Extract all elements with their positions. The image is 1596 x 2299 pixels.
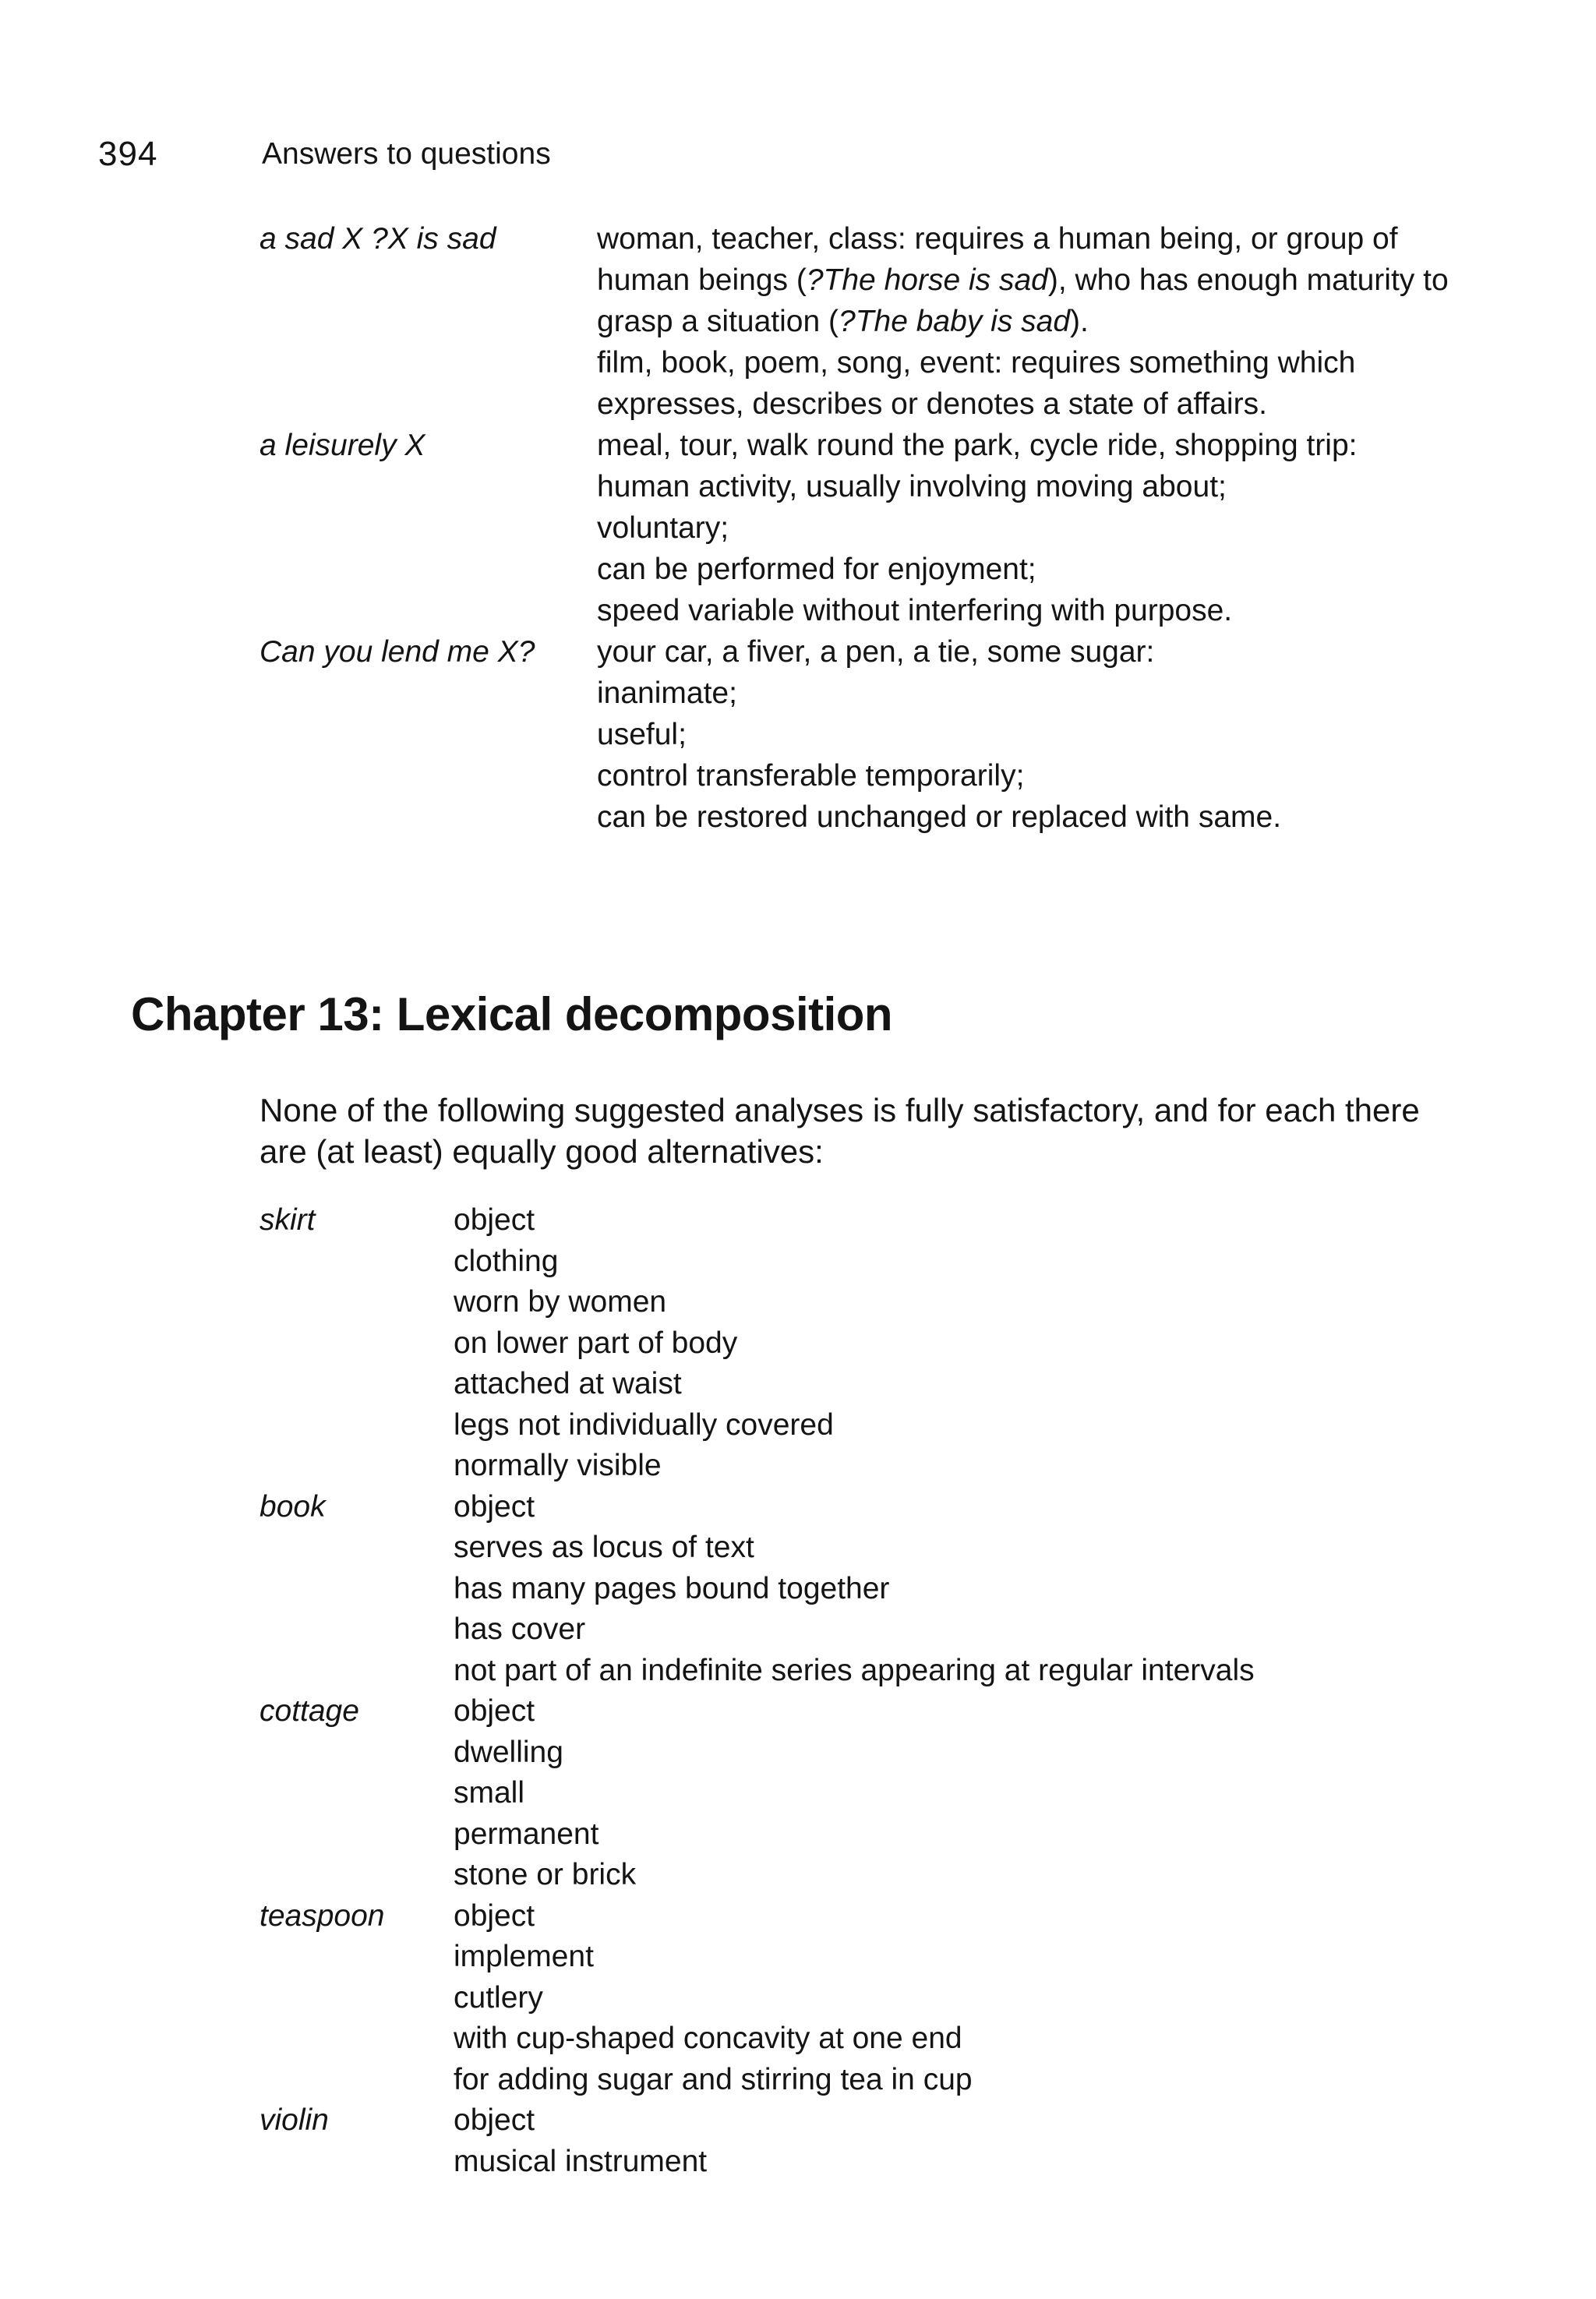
answer-line: film, book, poem, song, event: requires something which: [597, 346, 1356, 380]
answer-line: inanimate;: [597, 676, 737, 710]
lexeme-term: skirt: [260, 1203, 316, 1237]
intro-line: None of the following suggested analyses is fully satisfactory, and for each there: [260, 1092, 1420, 1128]
page-number: 394: [98, 135, 158, 173]
semantic-feature: clothing: [454, 1244, 559, 1278]
semantic-feature: small: [454, 1776, 525, 1810]
answer-line: voluntary;: [597, 511, 729, 545]
semantic-feature: dwelling: [454, 1735, 563, 1769]
semantic-feature: with cup-shaped concavity at one end: [454, 2022, 962, 2055]
example-sentence: ?The horse is sad: [806, 263, 1048, 297]
semantic-feature: not part of an indefinite series appearing at regular intervals: [454, 1653, 1255, 1687]
answer-term: Can you lend me X?: [260, 635, 535, 669]
running-title: Answers to questions: [262, 137, 551, 171]
semantic-feature: attached at waist: [454, 1367, 682, 1400]
answer-line: speed variable without interfering with purpose.: [597, 594, 1233, 627]
chapter-heading: Chapter 13: Lexical decomposition: [131, 988, 893, 1040]
semantic-feature: musical instrument: [454, 2144, 708, 2178]
semantic-feature: serves as locus of text: [454, 1531, 754, 1564]
lexeme-term: violin: [260, 2103, 329, 2137]
lexeme-term: cottage: [260, 1694, 359, 1728]
chapter-intro: [260, 1089, 1538, 1172]
semantic-feature: has many pages bound together: [454, 1571, 890, 1605]
semantic-feature: object: [454, 2103, 535, 2137]
semantic-feature: object: [454, 1694, 535, 1728]
answer-line: can be restored unchanged or replaced with same.: [597, 800, 1282, 834]
answer-line: expresses, describes or denotes a state of affairs.: [597, 387, 1267, 421]
intro-line: are (at least) equally good alternatives:: [260, 1133, 824, 1170]
semantic-feature: worn by women: [454, 1285, 667, 1319]
answer-line: human beings (?The horse is sad), who has enough maturity to: [597, 263, 1449, 297]
answer-line: can be performed for enjoyment;: [597, 553, 1036, 586]
answer-line: human activity, usually involving moving about;: [597, 470, 1227, 503]
answer-line: useful;: [597, 718, 687, 751]
semantic-feature: stone or brick: [454, 1858, 637, 1891]
example-sentence: ?The baby is sad: [839, 305, 1071, 338]
semantic-feature: permanent: [454, 1817, 599, 1851]
semantic-feature: object: [454, 1489, 535, 1524]
answer-line: meal, tour, walk round the park, cycle ride, shopping trip:: [597, 429, 1358, 462]
semantic-feature: cutlery: [454, 1980, 543, 2015]
answer-line: grasp a situation (?The baby is sad).: [597, 305, 1089, 338]
semantic-feature: normally visible: [454, 1449, 662, 1482]
lexeme-term: book: [260, 1489, 326, 1524]
semantic-feature: for adding sugar and stirring tea in cup: [454, 2062, 973, 2096]
answer-line: control transferable temporarily;: [597, 759, 1025, 793]
answer-line: woman, teacher, class: requires a human being, or group of: [597, 222, 1398, 256]
semantic-feature: object: [454, 1898, 535, 1933]
lexeme-term: teaspoon: [260, 1898, 385, 1933]
semantic-feature: on lower part of body: [454, 1326, 738, 1360]
answer-line: your car, a fiver, a pen, a tie, some sugar:: [597, 635, 1155, 669]
semantic-feature: has cover: [454, 1612, 586, 1646]
semantic-feature: object: [454, 1203, 535, 1237]
semantic-feature: legs not individually covered: [454, 1407, 834, 1442]
semantic-feature: implement: [454, 1940, 594, 1973]
answer-term: a sad X ?X is sad: [260, 222, 496, 256]
answer-term: a leisurely X: [260, 429, 425, 462]
